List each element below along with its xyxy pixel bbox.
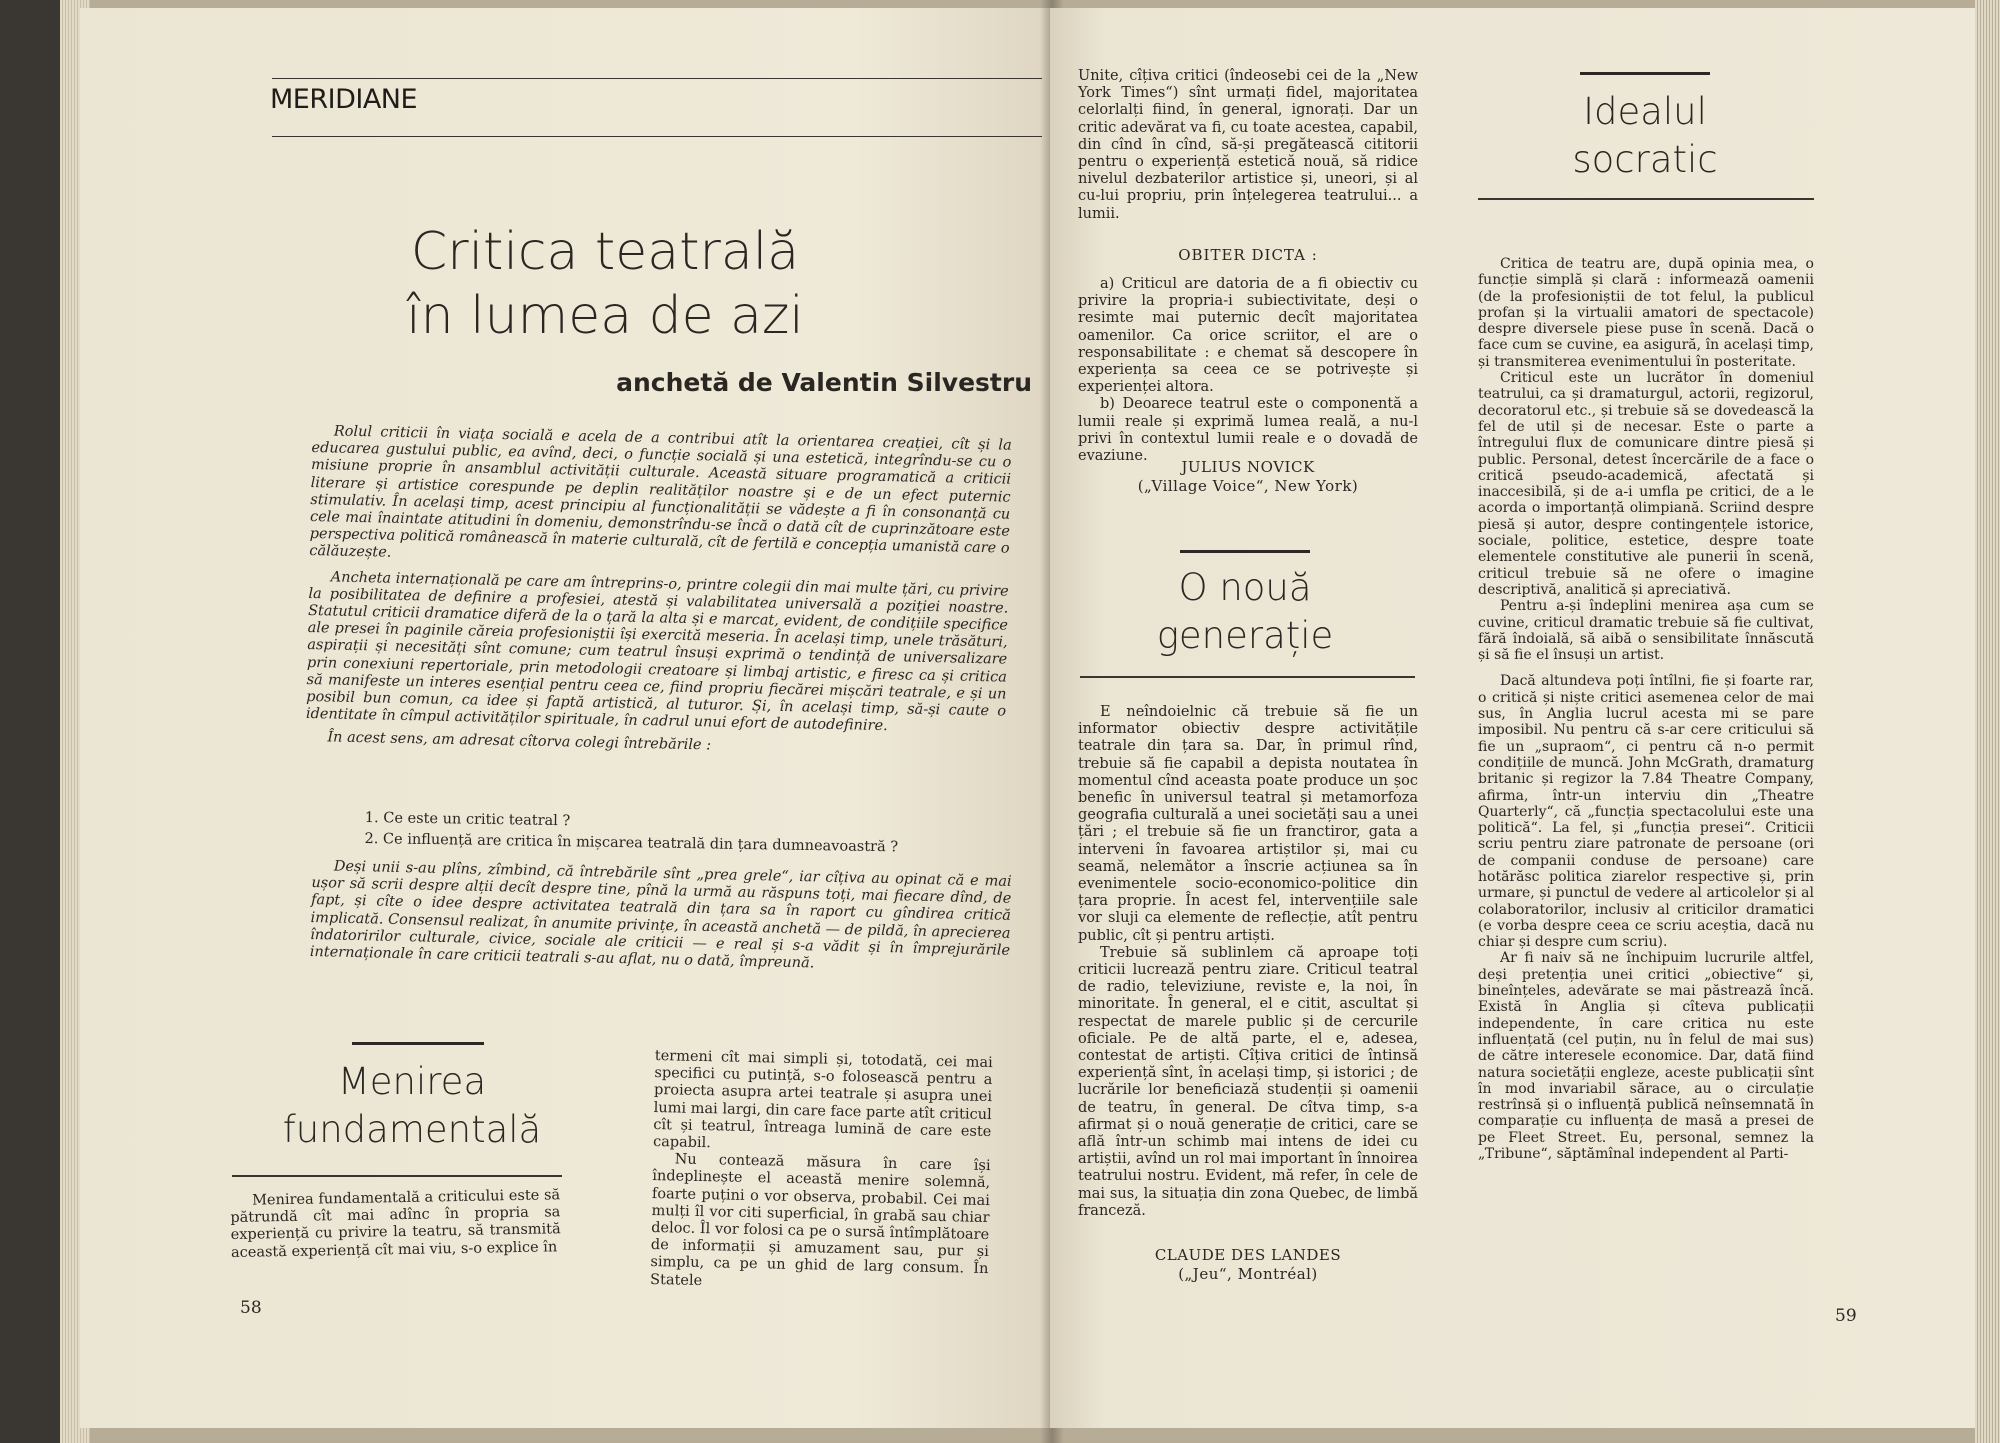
- article1-col2-p1: termeni cît mai simpli și, totodată, cei mai specifici cu putință, s-o folosească pentru a proiecta asupra artei teatrale și asupra unei lumi mai largi, din care face parte atît criticul cît și teatrul, întreaga lumină de care este capabil.: [652, 1048, 993, 1152]
- article3-p4: Dacă altundeva poți întîlni, fie și foarte rar, o critică și niște critici asemenea celor de mai sus, în Anglia lucrul acesta mi se pare imposibil. Nu pentru că s-ar cere criticului să fie un „supraom“, ci pentru că n-o permit condițiile de muncă. John McGrath, dramaturg britanic și regizor la 7.84 Theatre Company, afirma, într-un interviu din „Theatre Quarterly“, că „funcția spectacolului este una politică“. La fel, și „funcția presei“. Criticii scriu pentru ziare patronate de persoane (ori de companii conduse de persoane) care hotărăsc politica ziarelor respective și, prin urmare, și punctul de vedere al articolelor și al colaboratorilor, inclusiv al criticilor dramatici (e vorba despre ceea ce scriu aceștia, dacă nu chiar și despre cum scriu).: [1478, 673, 1814, 951]
- page-stack-right: [1975, 0, 2000, 1443]
- right-col1-text: Unite, cîțiva critici (îndeosebi cei de la „New York Times“) sînt urmați fidel, majoritatea celorlalți fiind, în general, ignorați. Dar un critic adevărat va fi, cu toate acestea, capabil, din cînd în cînd, să-și pregătească cititorii pentru o experiență estetică nouă, să ridice nivelul dezbaterilor artistice și, uneori, și al cu-lui propriu, prin înțelegerea teatrului... a lumii.: [1078, 68, 1418, 222]
- signature-source: („Village Voice“, New York): [1137, 477, 1359, 495]
- main-title-line1: Critica teatrală: [410, 222, 800, 282]
- article2-top-bar: [1180, 550, 1310, 553]
- article1-col2: [650, 1048, 993, 1296]
- article2-title-line1: O nouă: [1178, 566, 1312, 609]
- byline: anchetă de Valentin Silvestru: [616, 368, 1032, 397]
- article1-col1-text: Menirea fundamentală a criticului este să pătrundă cît mai adînc în propria sa experiență cu privire la teatru, să transmită această experiență cît mai viu, s-o explice în: [230, 1187, 561, 1261]
- obiter-a: a) Criticul are datoria de a fi obiectiv cu privire la propria-i subiectivitate, deși o resimte mai puternic decît majoritatea oamenilor. Ca orice scriitor, el are o responsabilitate : e chemat să descopere în experiența sa ceea ce se potrivește și experienței altora.: [1078, 276, 1418, 396]
- article1-top-bar: [352, 1042, 484, 1045]
- left-page: [80, 8, 1050, 1428]
- main-title-line2: în lumea de azi: [406, 286, 804, 346]
- intro-block: [305, 423, 1012, 761]
- article2-title: [1110, 564, 1380, 660]
- obiter-block: [1078, 276, 1418, 465]
- article1-col2-p2: Nu contează măsura în care își îndeplinește el această menire solemnă, foarte puțini o vor observa, probabil. Cei mai mulți îl vor citi superficial, în grabă sau chiar deloc. Îl vor folosi ca pe o sursă întîmplătoare de informații și amuzament sau, pur și simplu, ca pe un ghid de larg consum. În Statele: [649, 1151, 991, 1289]
- article2-title-line2: generație: [1156, 614, 1334, 657]
- closing-paragraph-block: [310, 858, 1012, 977]
- signature-novick: [1078, 458, 1418, 496]
- closing-paragraph: Deși unii s-au plîns, zîmbind, că întrebările sînt „prea grele“, iar cîțiva au opinat că e mai ușor să scrii despre alții decît despre tine, pînă la urmă au răspuns toți, mai fiecare dînd, de fapt, și cîte o idee despre activitatea teatrală din țara sa în raport cu gîndirea critică implicată. Consensul realizat, în anumite privințe, în această anchetă — de pildă, în aprecierea îndatoririlor culturale, civice, sociale ale criticii — e real și s-a vădit și în împrejurările internaționale în care criticii teatrali s-au aflat, nu o dată, împreună.: [309, 858, 1012, 972]
- article1-title-line2: fundamentală: [282, 1108, 542, 1151]
- article2-p2: Trebuie să sublinlem că aproape toți criticii lucrează pentru ziare. Criticul teatral de radio, televiziune, reviste e, la noi, în minoritate. În general, el e citit, ascultat și respectat de marele public și de cercurile oficiale. Pe de altă parte, el e, adesea, contestat de artiști. Cîțiva critici de întinsă experiență sînt, în același timp, și istorici ; de lucrările lor beneficiază studenții și oamenii de teatru, în general. De cîtva timp, s-a afirmat și o nouă generație de critici, care se află într-un schimb mai intens de idei cu artiștii, avînd un rol mai important în înnoirea teatrului nostru. Evident, mă refer, în cele de mai sus, la situația din zona Quebec, de limbă franceză.: [1078, 944, 1418, 1219]
- signature-des-landes: [1078, 1246, 1418, 1284]
- article3-top-bar: [1580, 72, 1710, 75]
- page-number-left: 58: [240, 1298, 262, 1318]
- intro-paragraph: Rolul criticii în viața socială e acela de a contribui atît la orientarea creației, cît și la educarea gustului public, ea avînd, deci, o funcție socială și una estetică, integrîndu-se cu o misiune proprie în ansamblul activității culturale. Această situare programatică a criticii literare și artistice corespunde pe deplin realităților noastre și e de un efect puternic stimulativ. În același timp, acest principiu al funcționalității se vădește a fi în consonanță cu cele mai înaintate atitudini în domeniu, demonstrîndu-se încă o dată cît de cuprinzătoare este perspectiva politică românească în materie culturală, cît de fertilă e concepția umanistă care o călăuzește.: [309, 423, 1012, 562]
- article3-rule: [1478, 198, 1814, 200]
- right-col1-continuation: [1078, 68, 1418, 223]
- section-label: MERIDIANE: [270, 84, 418, 115]
- page-number-right: 59: [1835, 1306, 1857, 1326]
- right-page: [1050, 8, 1975, 1428]
- article2-rule: [1080, 676, 1415, 678]
- article3-p5: Ar fi naiv să ne închipuim lucrurile altfel, deși pretenția unei critici „obiective“ și, bineînțeles, adevărate se mai păstrează încă. Există în Anglia și cîteva publicații independente, în care critica nu este influențată (cel puțin, nu în felul de mai sus) de către interesele economice. Dar, dată fiind natura societății engleze, aceste publicații sînt în mod invariabil sărace, au o circulație restrînsă și o influență publică neînsemnată în comparație cu influența de masă a presei de pe Fleet Street. Eu, personal, semnez la „Tribune“, săptămînal independent al Parti-: [1478, 950, 1814, 1163]
- article3-title: [1505, 88, 1785, 184]
- signature-source: („Jeu“, Montréal): [1178, 1265, 1318, 1283]
- obiter-heading: OBITER DICTA :: [1178, 246, 1318, 264]
- obiter-b: b) Deoarece teatrul este o componentă a lumii reale și exprimă lumea reală, a nu-l privi în contextul lumii reale e o dovadă de evaziune.: [1078, 396, 1418, 465]
- top-rule: [272, 78, 1042, 79]
- article1-title: [262, 1058, 562, 1154]
- article3-title-line1: Idealul: [1583, 90, 1707, 133]
- article1-title-line1: Menirea: [337, 1060, 487, 1103]
- article3-p3: Pentru a-și îndeplini menirea așa cum se cuvine, criticul dramatic trebuie să fie cultivat, fără îndoială, să aibă o sensibilitate înnăscută și să fie el însuși un artist.: [1478, 598, 1814, 664]
- intro-paragraph: Ancheta internațională pe care am întreprins-o, printre colegii din mai multe țări, cu privire la posibilitatea de definire a profesiei, atestă și valabilitatea universală a poziției noastre. Statutul criticii dramatice diferă de la o țară la alta și e marcat, evident, de condițiile specifice ale presei în paginile căreia profesioniștii își exercită meseria. În același timp, unele trăsături, aspirații și necesități sînt comune; cum teatrul însuși exprimă o tendință de universalizare prin conexiuni repertoriale, prin metodologii creatoare și limbaj artistic, e firesc ca și critica să manifeste un interes esențial pentru ceea ce, fiind propriu fiecărei mișcări teatrale, e și un posibil bun comun, ca idee și faptă artistică, al tuturor. Și, în același timp, să-și caute o identitate în cîmpul activităților spirituale, în cadrul unui efort de autodefinire.: [305, 569, 1009, 735]
- question-item: 1. Ce este un critic teatral ?: [364, 810, 571, 830]
- section-rule: [272, 136, 1042, 137]
- article3-p2: Criticul este un lucrător în domeniul teatrului, ca și dramaturgul, actorii, regizorul, decoratorul etc., și trebuie să se dovedească la fel de util și de necesar. Este o parte a întregului flux de comunicare dintre piesă și public. Personal, detest încercările de a face o critică pseudo-academică, afectată și inaccesibilă, și de a-i umfla pe critici, de a le acorda o importanță olimpiană. Scriind despre piesă și autor, despre contingențele istorice, sociale, politice, estetice, despre toate elementele constitutive ale punerii în scenă, criticul trebuie să ne ofere o imagine descriptivă, analitică și apreciativă.: [1478, 370, 1814, 598]
- main-title: [280, 220, 930, 348]
- article3-title-line2: socratic: [1572, 138, 1718, 181]
- questions-list: [364, 810, 1045, 863]
- signature-name: CLAUDE DES LANDES: [1154, 1246, 1342, 1264]
- intro-paragraph: În acest sens, am adresat cîtorva colegi întrebările :: [327, 729, 712, 754]
- article2-p1: E neîndoielnic că trebuie să fie un informator obiectiv despre activitățile teatrale din țara sa. Dar, în primul rînd, trebuie să fie capabil a depista noutatea în momentul cînd aceasta poate produce un șoc benefic în universul teatral și metamorfoza geografia culturală a unei societăți sau a unei țări ; el trebuie să fie un franctiror, gata a interveni în favoarea artiștilor și, mai cu seamă, nelemător a înscrie acțiunea sa în evenimentele socio-economico-politice din țara proprie. În acest fel, intervențiile sale vor sluji ca elemente de reflecție, atît pentru public, cît și pentru artiști.: [1078, 704, 1418, 944]
- signature-name: JULIUS NOVICK: [1181, 458, 1315, 476]
- article1-rule: [232, 1175, 562, 1177]
- article3-p1: Critica de teatru are, după opinia mea, o funcție simplă și clară : informează oamenii (de la profesioniștii de tot felul, la publicul profan și la virtualii amatori de spectacole) despre diversele piese puse în scenă. Dacă o face cum se cuvine, ea asigură, în același timp, și transmiterea evenimentului în posteritate.: [1478, 256, 1814, 370]
- article2-body: [1078, 704, 1418, 1220]
- article3-body: [1478, 256, 1814, 1162]
- question-item: 2. Ce influență are critica în mișcarea teatrală din țara dumneavoastră ?: [364, 831, 899, 856]
- article1-col1: [230, 1187, 561, 1262]
